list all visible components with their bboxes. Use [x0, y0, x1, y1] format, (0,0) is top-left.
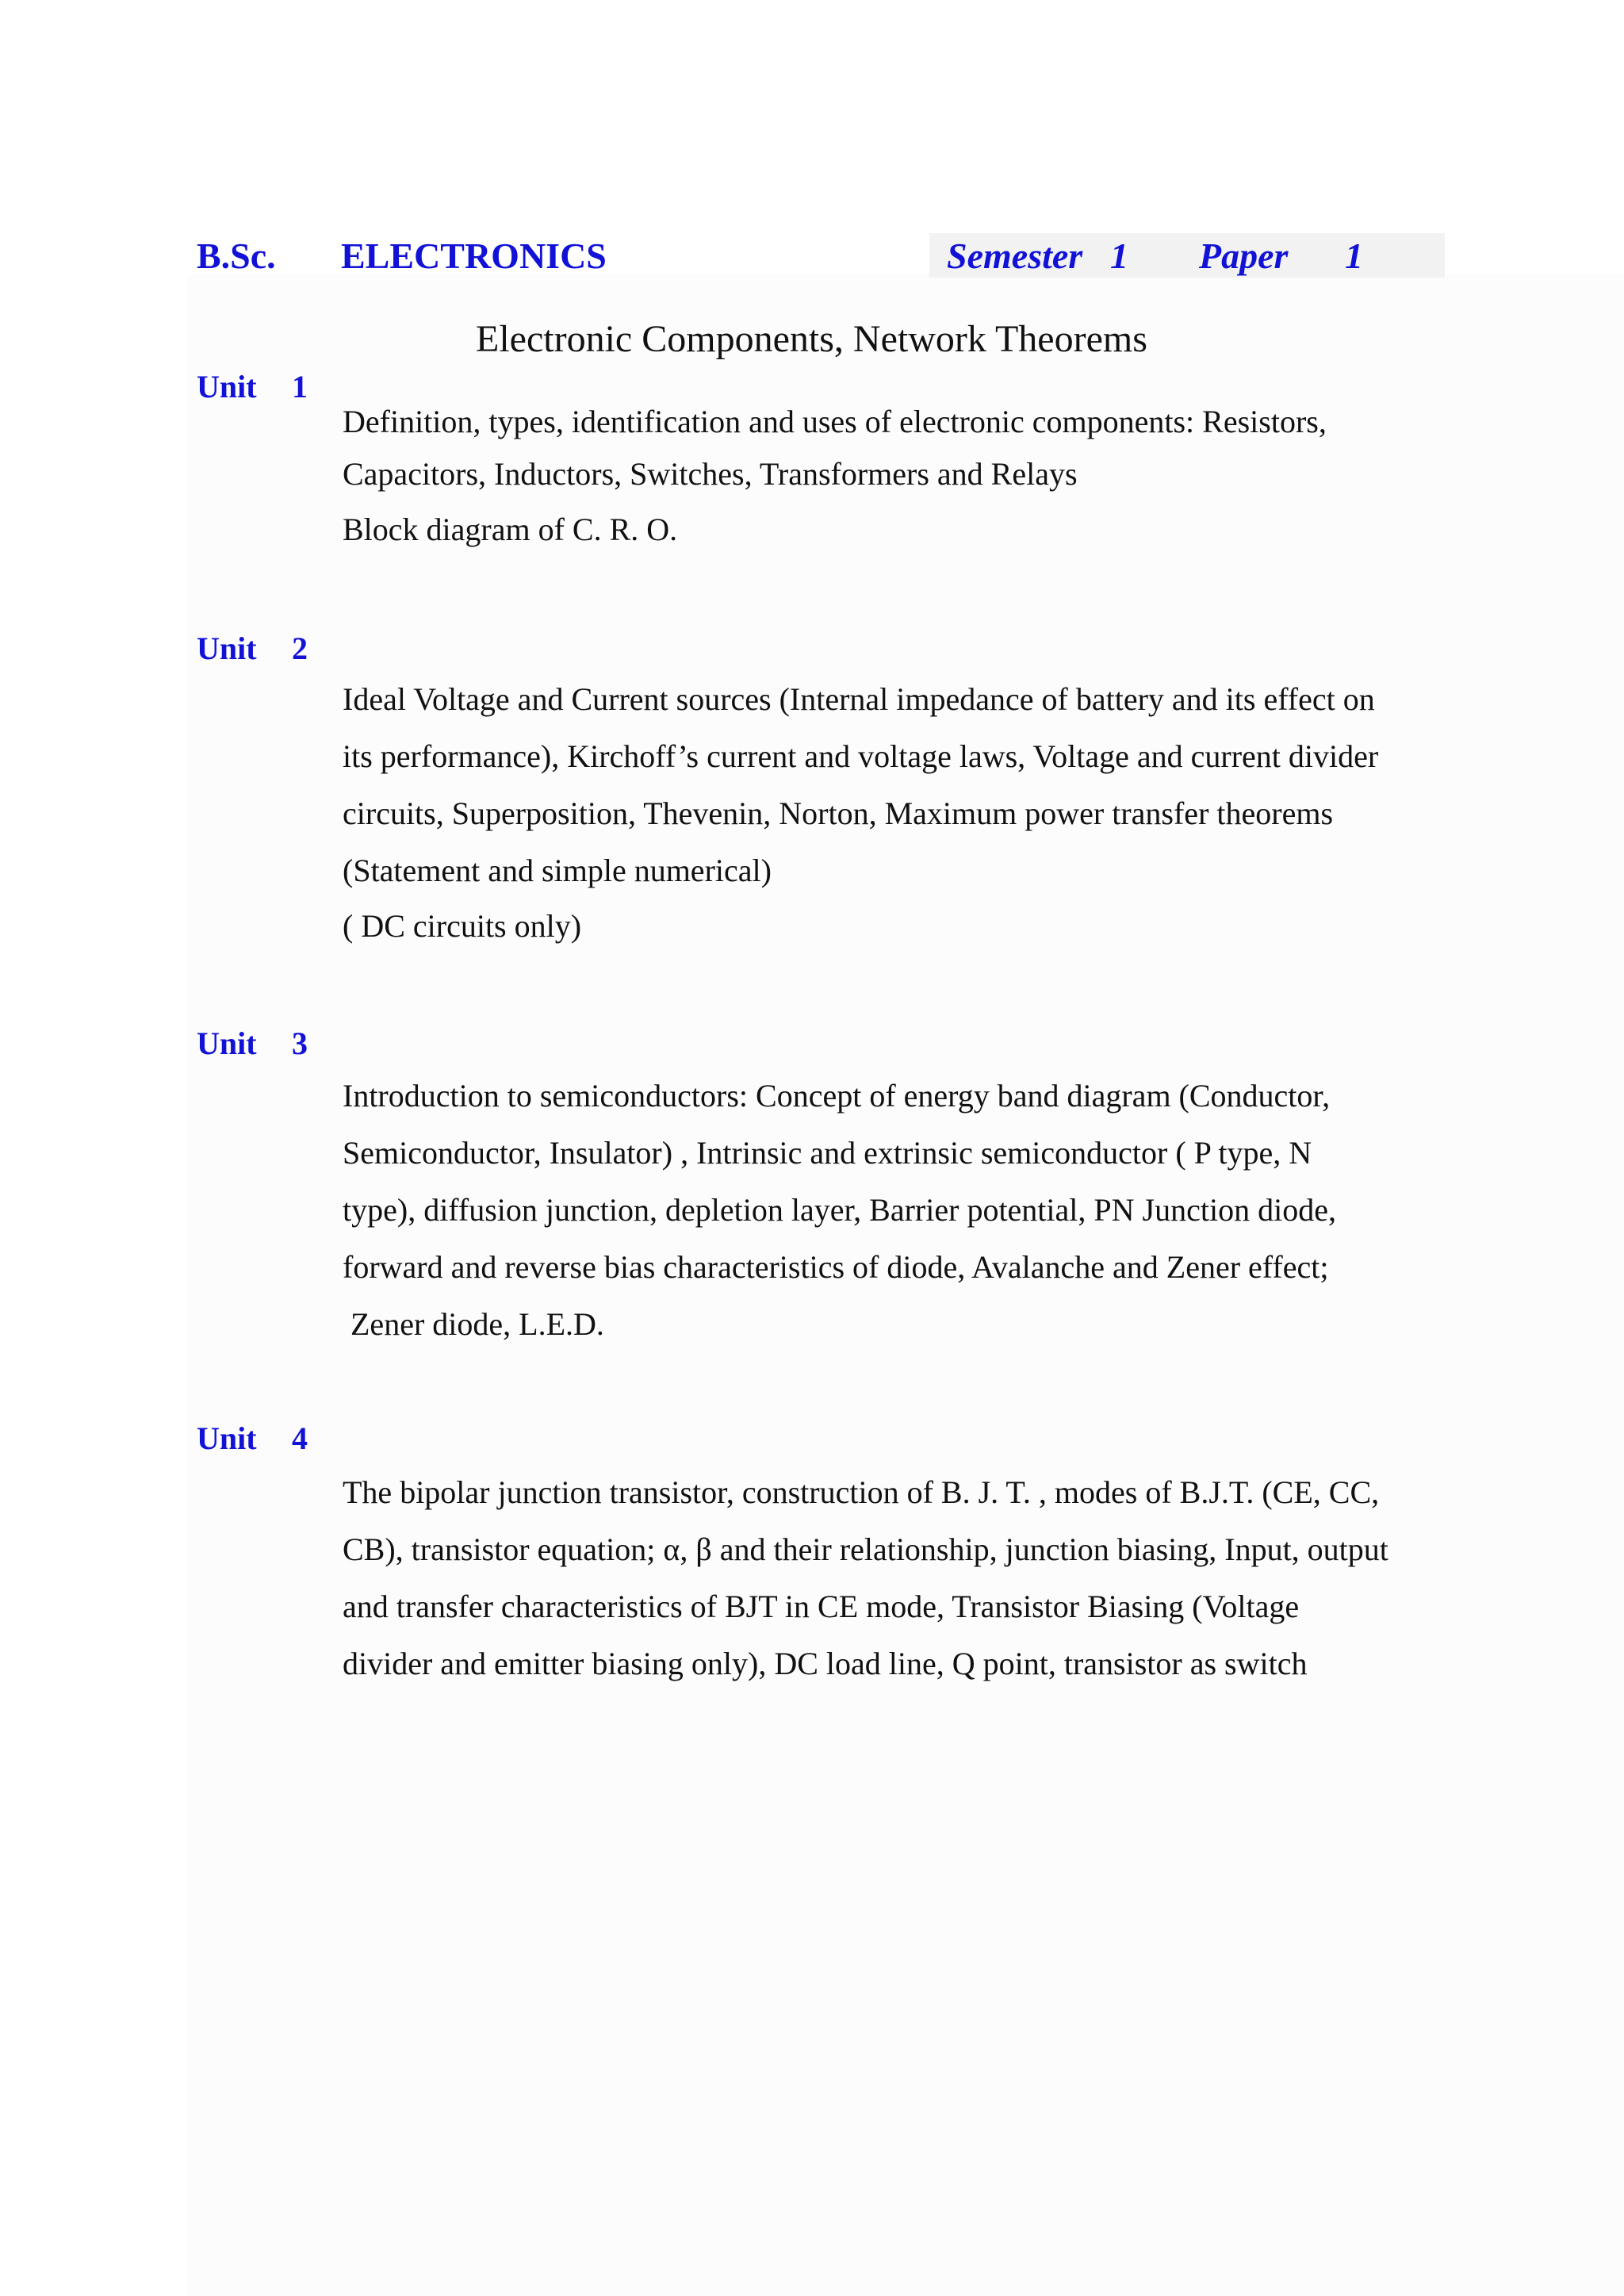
unit-number: 4 — [292, 1420, 308, 1456]
unit-label-text: Unit — [197, 1025, 257, 1061]
content-line: ( DC circuits only) — [343, 908, 582, 944]
unit-3-content — [343, 1077, 1437, 1361]
content-line: Semiconductor, Insulator) , Intrinsic and extrinsic semiconductor ( P type, N — [343, 1135, 1312, 1171]
unit-4-label — [197, 1420, 308, 1457]
semester-number: 1 — [1110, 236, 1128, 276]
semester-label: Semester — [947, 236, 1083, 276]
content-line: circuits, Superposition, Thevenin, Norton, Maximum power transfer theorems — [343, 795, 1334, 831]
content-line: Capacitors, Inductors, Switches, Transformers and Relays — [343, 456, 1078, 492]
degree-label: B.Sc. — [197, 236, 276, 276]
content-line: Introduction to semiconductors: Concept of energy band diagram (Conductor, — [343, 1078, 1331, 1114]
unit-1-label — [197, 368, 308, 405]
paper-number: 1 — [1345, 236, 1363, 276]
content-line: Block diagram of C. R. O. — [343, 512, 678, 547]
unit-4-content — [343, 1474, 1437, 1702]
unit-3-label — [197, 1025, 308, 1062]
paper-title: Electronic Components, Network Theorems — [476, 318, 1147, 360]
content-line: CB), transistor equation; α, β and their relationship, junction biasing, Input, output — [343, 1531, 1388, 1567]
content-line: (Statement and simple numerical) — [343, 853, 772, 888]
paper-label: Paper — [1199, 236, 1289, 276]
content-line: The bipolar junction transistor, construction of B. J. T. , modes of B.J.T. (CE, CC, — [343, 1474, 1380, 1510]
content-line: Zener diode, L.E.D. — [343, 1306, 604, 1342]
subject-label: ELECTRONICS — [341, 236, 607, 276]
content-line: its performance), Kirchoff’s current and voltage laws, Voltage and current divider — [343, 738, 1379, 774]
unit-1-content — [343, 403, 1437, 563]
content-line: type), diffusion junction, depletion layer, Barrier potential, PN Junction diode, — [343, 1192, 1336, 1228]
content-line: Ideal Voltage and Current sources (Internal impedance of battery and its effect on — [343, 681, 1375, 717]
unit-label-text: Unit — [197, 1420, 257, 1456]
content-line: and transfer characteristics of BJT in CE mode, Transistor Biasing (Voltage — [343, 1589, 1300, 1624]
unit-2-content — [343, 680, 1437, 963]
unit-2-label — [197, 630, 308, 667]
unit-label-text: Unit — [197, 369, 257, 404]
content-line: Definition, types, identification and uses of electronic components: Resistors, — [343, 404, 1327, 439]
unit-number: 1 — [292, 369, 308, 404]
unit-label-text: Unit — [197, 631, 257, 666]
unit-number: 3 — [292, 1025, 308, 1061]
unit-number: 2 — [292, 631, 308, 666]
course-header — [197, 232, 1446, 284]
content-line: forward and reverse bias characteristics of diode, Avalanche and Zener effect; — [343, 1249, 1329, 1285]
content-line: divider and emitter biasing only), DC load line, Q point, transistor as switch — [343, 1646, 1308, 1681]
